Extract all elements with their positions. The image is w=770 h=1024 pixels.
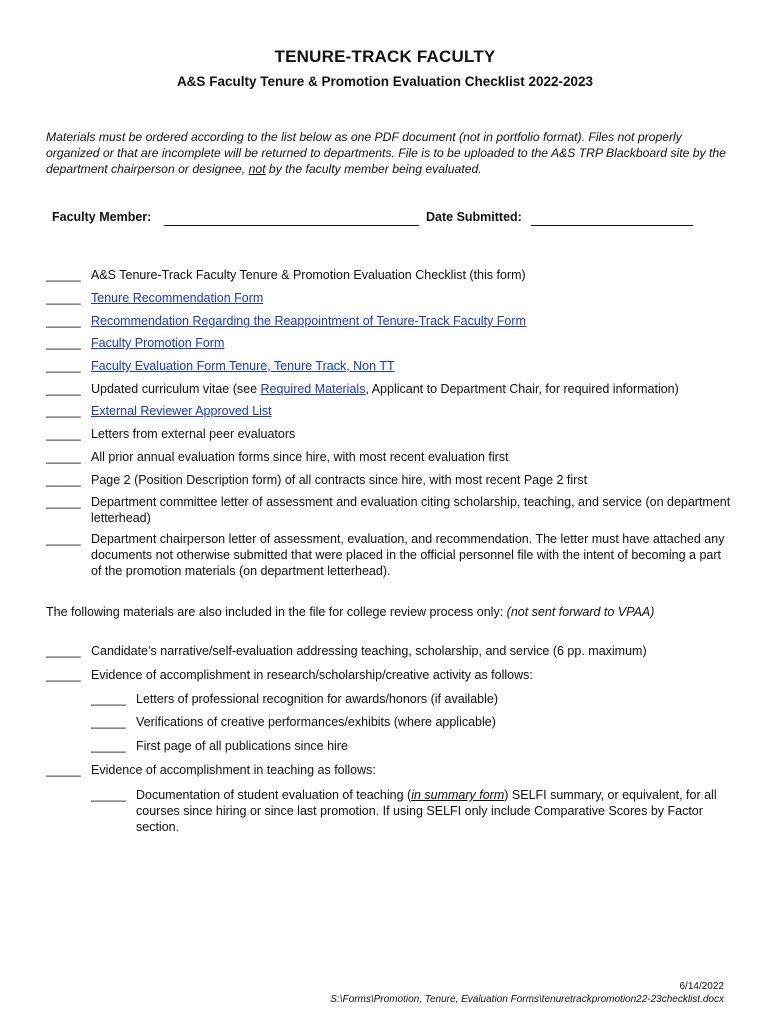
subitem-text-pre: Documentation of student evaluation of teaching ( xyxy=(136,788,412,802)
faculty-promotion-form-link[interactable]: Faculty Promotion Form xyxy=(91,336,225,350)
checkbox-blank[interactable]: _____ xyxy=(46,291,81,305)
date-submitted-field[interactable] xyxy=(531,225,693,226)
checkbox-blank[interactable]: _____ xyxy=(46,427,81,441)
checklist-item-text: Evidence of accomplishment in research/scholarship/creative activity as follows: xyxy=(91,668,533,682)
page-subtitle: A&S Faculty Tenure & Promotion Evaluation Checklist 2022-2023 xyxy=(176,74,594,89)
instructions-not-emphasis: not xyxy=(248,162,266,176)
faculty-member-field[interactable] xyxy=(164,225,419,226)
page-title: TENURE-TRACK FACULTY xyxy=(274,47,496,66)
checkbox-blank[interactable]: _____ xyxy=(46,495,81,509)
checkbox-blank[interactable]: _____ xyxy=(46,473,81,487)
checklist-item-text: Letters from external peer evaluators xyxy=(91,427,296,441)
faculty-evaluation-form-link[interactable]: Faculty Evaluation Form Tenure, Tenure Track, Non TT xyxy=(91,359,395,373)
checkbox-blank[interactable]: _____ xyxy=(91,739,126,753)
checkbox-blank[interactable]: _____ xyxy=(91,692,126,706)
checkbox-blank[interactable]: _____ xyxy=(46,382,81,396)
checkbox-blank[interactable]: _____ xyxy=(46,532,81,546)
subitem-text: Letters of professional recognition for awards/honors (if available) xyxy=(136,692,498,706)
checkbox-blank[interactable]: _____ xyxy=(46,359,81,373)
cv-text-pre: Updated curriculum vitae (see xyxy=(91,382,261,396)
checklist-item-text: Department committee letter of assessment and evaluation citing scholarship, teaching, and service (on department letterhead) xyxy=(91,495,731,525)
checkbox-blank[interactable]: _____ xyxy=(91,788,126,802)
reappointment-form-link[interactable]: Recommendation Regarding the Reappointment of Tenure-Track Faculty Form xyxy=(91,314,526,328)
checkbox-blank[interactable]: _____ xyxy=(46,404,81,418)
checkbox-blank[interactable]: _____ xyxy=(46,314,81,328)
checkbox-blank[interactable]: _____ xyxy=(46,763,81,777)
college-review-paragraph xyxy=(46,605,736,619)
instructions-text-2: by the faculty member being evaluated. xyxy=(265,162,482,176)
checkbox-blank[interactable]: _____ xyxy=(46,336,81,350)
subitem-text: Verifications of creative performances/exhibits (where applicable) xyxy=(136,715,496,729)
college-review-text: The following materials are also included in the file for college review process only: xyxy=(46,605,507,619)
subitem-text: First page of all publications since hire xyxy=(136,739,348,753)
checklist-item-text: A&S Tenure-Track Faculty Tenure & Promotion Evaluation Checklist (this form) xyxy=(91,268,526,282)
subitem-text-post: ) SELFI summary, or equivalent, for all courses since hiring or since last promotion. If using SELFI only include Comparative Scores by Factor section. xyxy=(136,788,717,834)
summary-form-emphasis: in summary form xyxy=(411,788,505,802)
checkbox-blank[interactable]: _____ xyxy=(46,268,81,282)
footer-file-path: S:\Forms\Promotion, Tenure, Evaluation Forms\tenuretrackpromotion22-23checklist.docx xyxy=(330,994,724,1005)
checklist-item-text: Evidence of accomplishment in teaching as follows: xyxy=(91,763,376,777)
checklist-item-text: Department chairperson letter of assessment, evaluation, and recommendation. The letter must have attached any documents not otherwise submitted that were placed in the official personnel file with the intent of becoming a part of the promotion materials (on department letterhead). xyxy=(91,532,725,578)
footer-date: 6/14/2022 xyxy=(679,981,724,992)
required-materials-link[interactable]: Required Materials xyxy=(260,382,366,396)
checkbox-blank[interactable]: _____ xyxy=(46,644,81,658)
external-reviewer-list-link[interactable]: External Reviewer Approved List xyxy=(91,404,272,418)
checklist-item-text: All prior annual evaluation forms since hire, with most recent evaluation first xyxy=(91,450,509,464)
faculty-member-label: Faculty Member: xyxy=(52,210,152,224)
college-review-note: (not sent forward to VPAA) xyxy=(506,605,655,619)
checkbox-blank[interactable]: _____ xyxy=(46,450,81,464)
instructions-text-1: Materials must be ordered according to the list below as one PDF document (not in portfolio format). Files not properly organized or that are incomplete will be returned to departments. File is to be uploaded to the A&S TRP Blackboard site by the department chairperson or designee, xyxy=(46,130,726,176)
checklist-item-text: Candidate’s narrative/self-evaluation addressing teaching, scholarship, and service (6 pp. maximum) xyxy=(91,644,647,658)
instructions-paragraph xyxy=(46,129,736,177)
date-submitted-label: Date Submitted: xyxy=(426,210,522,224)
checklist-item-text: Page 2 (Position Description form) of all contracts since hire, with most recent Page 2 first xyxy=(91,473,588,487)
tenure-recommendation-form-link[interactable]: Tenure Recommendation Form xyxy=(91,291,264,305)
checkbox-blank[interactable]: _____ xyxy=(46,668,81,682)
cv-text-post: , Applicant to Department Chair, for required information) xyxy=(365,382,679,396)
checkbox-blank[interactable]: _____ xyxy=(91,715,126,729)
